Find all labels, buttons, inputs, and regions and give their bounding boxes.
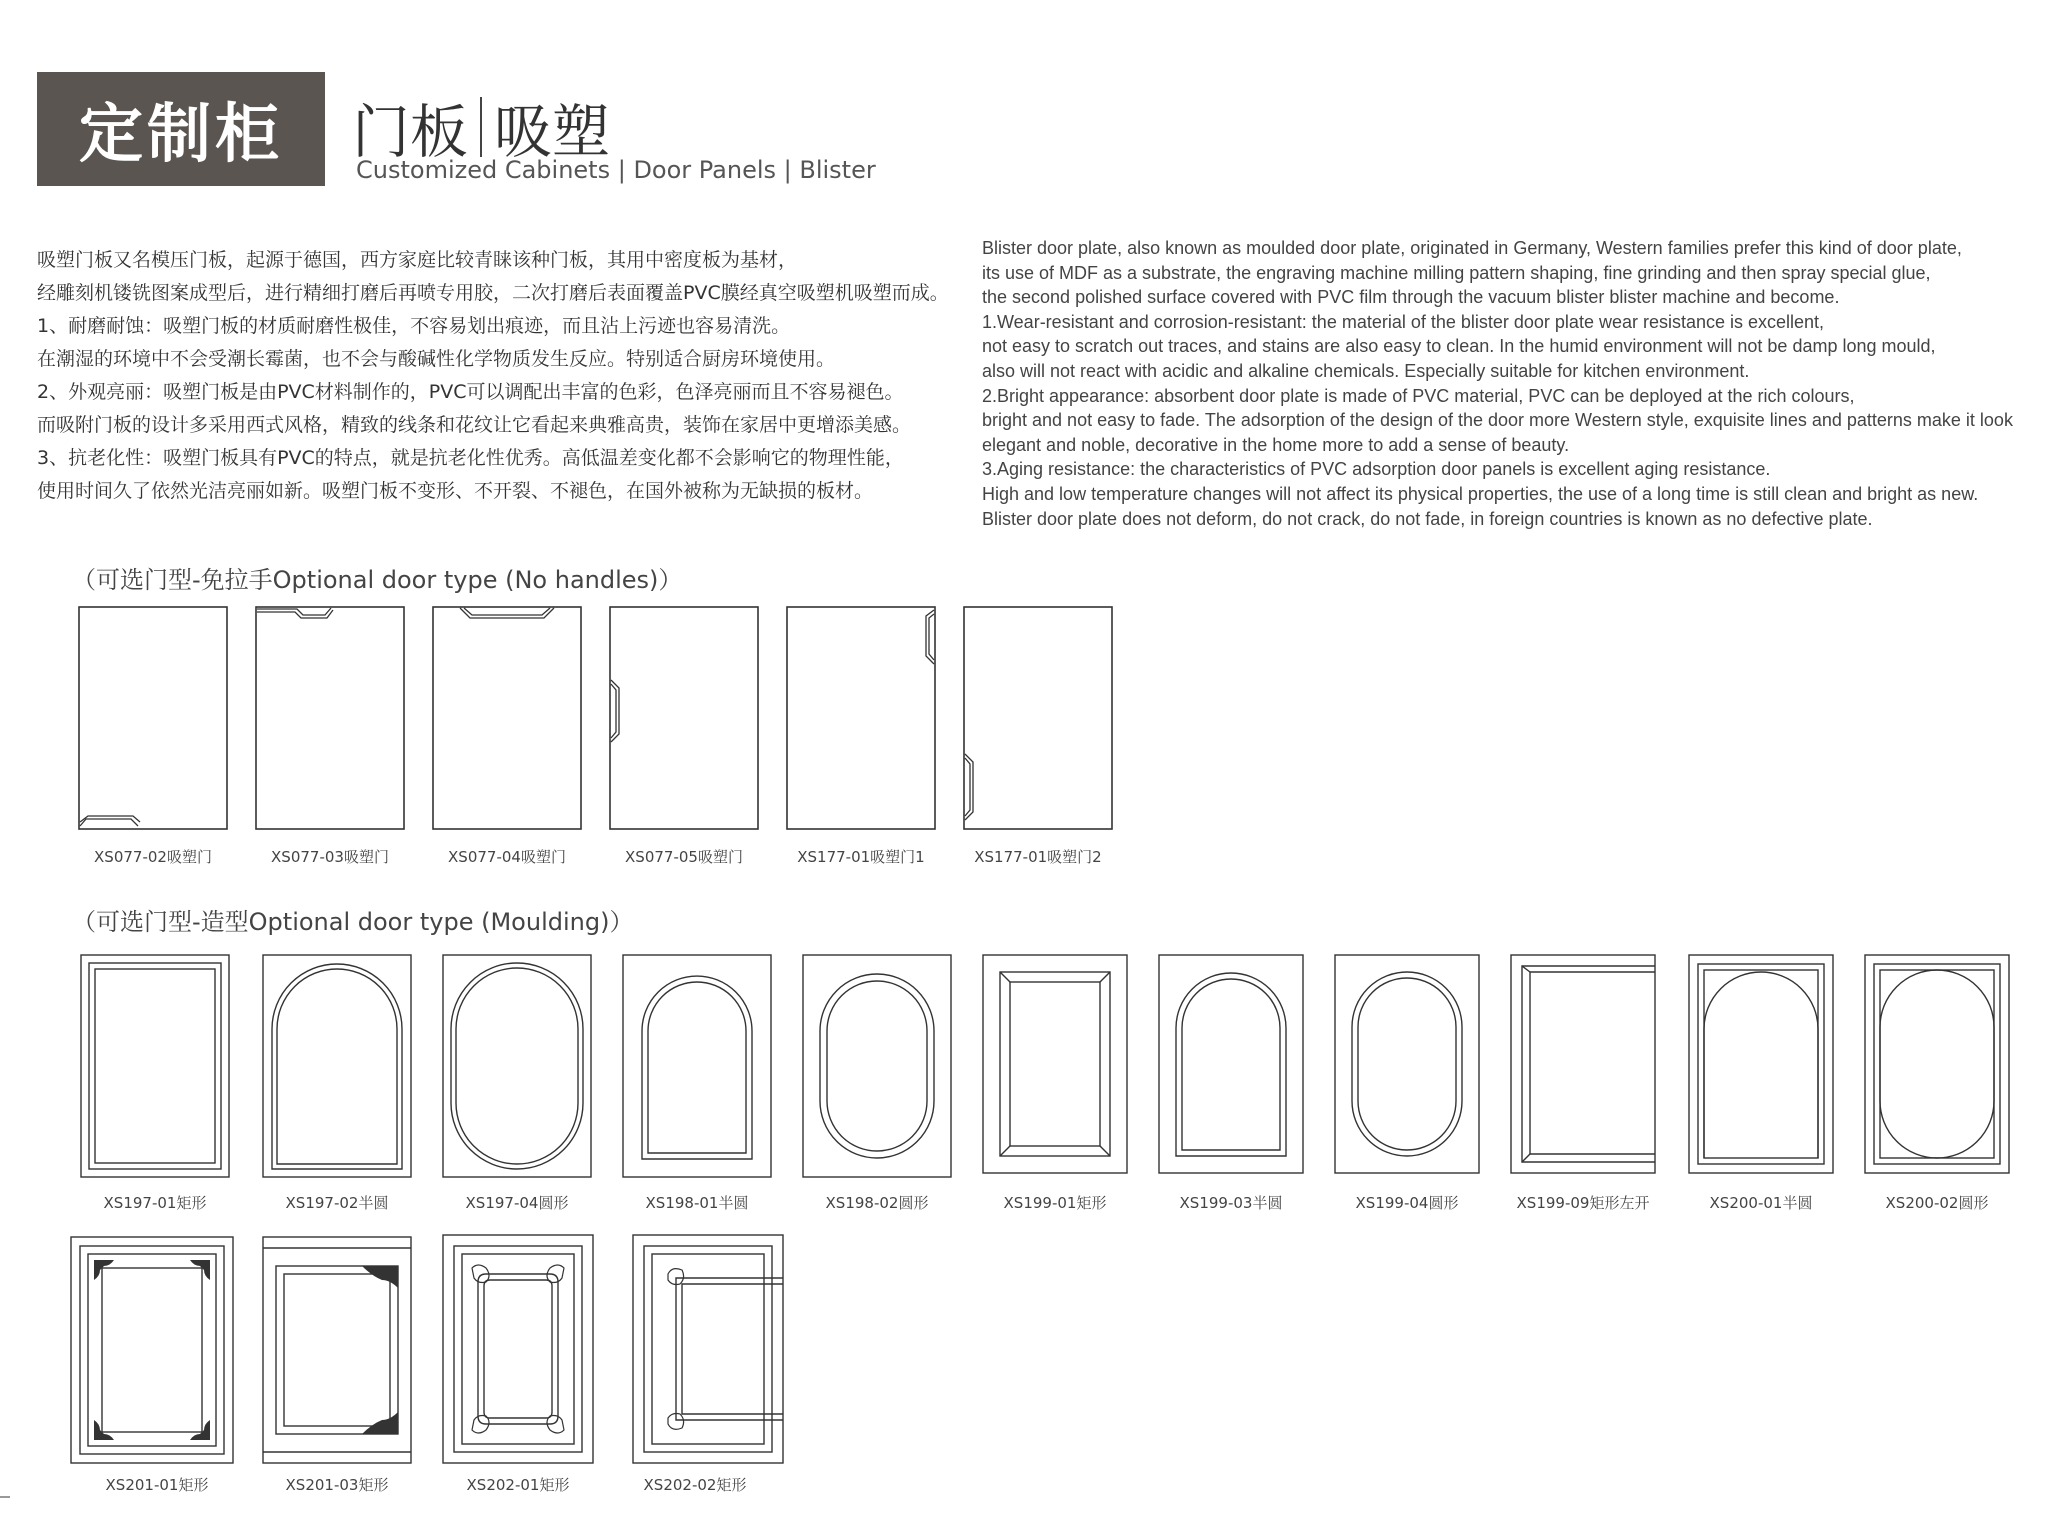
door-caption: XS199-09矩形左开	[1516, 1194, 1650, 1212]
door-xs197-02	[262, 954, 412, 1178]
intro-en-line: Blister door plate does not deform, do not crack, do not fade, in foreign countries is known as no defective plate.	[982, 508, 1873, 529]
subtitle-cn-door-panels: 门板	[352, 98, 469, 166]
door-caption: XS199-04圆形	[1355, 1194, 1459, 1212]
intro-en-line: 2.Bright appearance: absorbent door plate is made of PVC material, PVC can be deployed at the rich colours,	[982, 385, 1855, 406]
door-caption: XS077-03吸塑门	[271, 848, 389, 866]
subtitle-cn	[352, 92, 611, 166]
intro-en-line: 3.Aging resistance: the characteristics of PVC adsorption door panels is excellent aging resistance.	[982, 459, 1771, 480]
door-caption: XS077-04吸塑门	[448, 848, 566, 866]
door-caption: XS198-01半圆	[645, 1194, 749, 1212]
subtitle-divider	[480, 97, 482, 157]
door-caption: XS197-04圆形	[465, 1194, 569, 1212]
intro-cn-line: 1、耐磨耐蚀：吸塑门板的材质耐磨性极佳，不容易划出痕迹，而且沾上污迹也容易清洗。	[37, 315, 791, 337]
corner-mark	[0, 1496, 10, 1498]
section-title-moulding: （可选门型-造型Optional door type (Moulding)）	[72, 908, 634, 936]
door-xs177-01-1	[786, 606, 936, 830]
subtitle-cn-blister: 吸塑	[494, 98, 611, 166]
door-caption: XS177-01吸塑门2	[974, 848, 1102, 866]
door-caption: XS197-01矩形	[103, 1194, 207, 1212]
door-xs201-01	[70, 1236, 234, 1464]
door-xs198-01	[622, 954, 772, 1178]
door-xs200-01	[1688, 954, 1834, 1174]
intro-cn-line: 而吸附门板的设计多采用西式风格，精致的线条和花纹让它看起来典雅高贵，装饰在家居中更增添美感。	[37, 414, 912, 436]
door-caption: XS077-05吸塑门	[625, 848, 743, 866]
door-xs198-02	[802, 954, 952, 1178]
title-block-text: 定制柜	[79, 98, 283, 172]
door-caption: XS177-01吸塑门1	[797, 848, 925, 866]
door-caption: XS202-02矩形	[643, 1476, 747, 1494]
intro-cn-line: 3、抗老化性：吸塑门板具有PVC的特点，就是抗老化性优秀。高低温差变化都不会影响它的物理性能，	[37, 447, 904, 469]
intro-en-line: elegant and noble, decorative in the home more to add a sense of beauty.	[982, 434, 1570, 455]
door-caption: XS201-03矩形	[285, 1476, 389, 1494]
intro-en-line: its use of MDF as a substrate, the engraving machine milling pattern shaping, fine grinding and then spray special glue,	[982, 262, 1931, 283]
subtitle-en: Customized Cabinets | Door Panels | Blister	[356, 156, 876, 184]
intro-en-line: 1.Wear-resistant and corrosion-resistant: the material of the blister door plate wear resistance is excellent,	[982, 311, 1825, 332]
intro-cn-line: 吸塑门板又名模压门板，起源于德国，西方家庭比较青睐该种门板，其用中密度板为基材，	[37, 249, 798, 271]
door-xs077-04	[432, 606, 582, 830]
door-xs202-02	[632, 1234, 784, 1464]
door-xs199-09	[1510, 954, 1656, 1174]
intro-en	[982, 236, 2042, 531]
section-title-no-handles: （可选门型-免拉手Optional door type (No handles)）	[72, 566, 683, 594]
door-xs200-02	[1864, 954, 2010, 1174]
door-caption: XS077-02吸塑门	[94, 848, 212, 866]
door-xs197-01	[80, 954, 230, 1178]
intro-cn-line: 在潮湿的环境中不会受潮长霉菌，也不会与酸碱性化学物质发生反应。特别适合厨房环境使用。	[37, 348, 836, 370]
door-caption: XS200-02圆形	[1885, 1194, 1989, 1212]
intro-cn-line: 使用时间久了依然光洁亮丽如新。吸塑门板不变形、不开裂、不褪色，在国外被称为无缺损的板材。	[37, 480, 874, 502]
door-xs177-01-2	[963, 606, 1113, 830]
title-block	[37, 72, 325, 186]
door-xs199-01	[982, 954, 1128, 1174]
intro-cn-line: 2、外观亮丽：吸塑门板是由PVC材料制作的，PVC可以调配出丰富的色彩，色泽亮丽而且不容易褪色。	[37, 381, 904, 403]
door-xs201-03	[262, 1236, 412, 1464]
door-xs199-03	[1158, 954, 1304, 1174]
door-xs199-04	[1334, 954, 1480, 1174]
intro-en-line: High and low temperature changes will not affect its physical properties, the use of a long time is still clean and bright as new.	[982, 483, 1979, 504]
door-caption: XS199-03半圆	[1179, 1194, 1283, 1212]
intro-cn-line: 经雕刻机镂铣图案成型后，进行精细打磨后再喷专用胶，二次打磨后表面覆盖PVC膜经真空吸塑机吸塑而成。	[37, 282, 949, 304]
door-caption: XS197-02半圆	[285, 1194, 389, 1212]
door-xs077-05	[609, 606, 759, 830]
door-caption: XS202-01矩形	[466, 1476, 570, 1494]
door-xs202-01	[442, 1234, 594, 1464]
intro-en-line: the second polished surface covered with PVC film through the vacuum blister blister machine and become.	[982, 287, 1840, 308]
intro-en-line: Blister door plate, also known as moulded door plate, originated in Germany, Western families prefer this kind of door plate,	[982, 238, 1962, 258]
intro-en-line: bright and not easy to fade. The adsorption of the design of the door more Western style, exquisite lines and patterns make it look	[982, 410, 2013, 431]
door-caption: XS201-01矩形	[105, 1476, 209, 1494]
door-caption: XS199-01矩形	[1003, 1194, 1107, 1212]
door-xs077-03	[255, 606, 405, 830]
door-caption: XS198-02圆形	[825, 1194, 929, 1212]
door-xs197-04	[442, 954, 592, 1178]
intro-en-line: not easy to scratch out traces, and stains are also easy to clean. In the humid environment will not be damp long mould,	[982, 336, 1936, 357]
intro-en-line: also will not react with acidic and alkaline chemicals. Especially suitable for kitchen environment.	[982, 360, 1750, 381]
door-caption: XS200-01半圆	[1709, 1194, 1813, 1212]
door-xs077-02	[78, 606, 228, 830]
intro-cn	[37, 244, 967, 508]
